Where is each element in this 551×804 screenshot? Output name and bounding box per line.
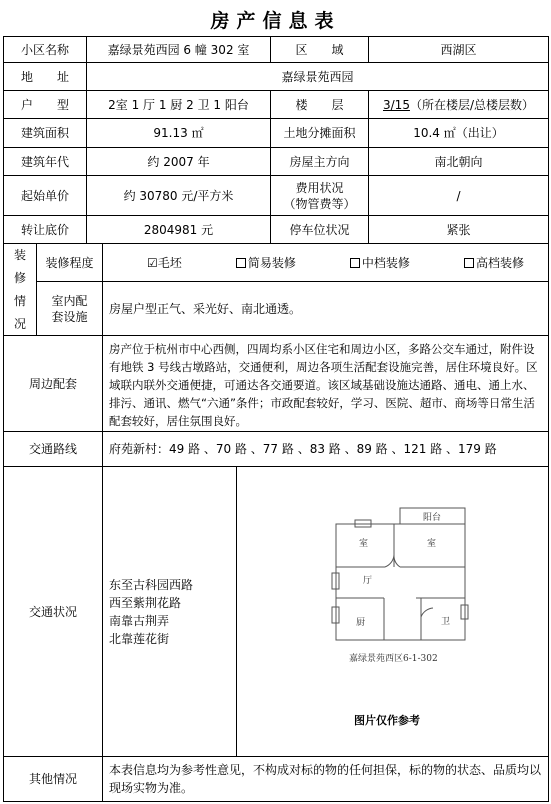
floorplan-balcony-label: 阳台: [423, 513, 442, 523]
value-fees: /: [369, 176, 549, 216]
value-facilities: 房屋户型正气、采光好、南北通透。: [103, 282, 549, 336]
label-building-year: 建筑年代: [3, 148, 87, 176]
value-district: 西湖区: [369, 36, 549, 63]
value-start-price: 约 30780 元/平方米: [87, 176, 271, 216]
value-surroundings: 房产位于杭州市中心西侧，四周均系小区住宅和周边小区，多路公交车通过，附件设有地铁 3 号线古墩路站，交通便利，周边各项生活配套设施完善，居住环境良好。区域联内联外交通便捷，可通达各交通要道。该区域基础设施达通路、通电、通上水、排污、通讯、燃气“六通”条件；市政配套较好，学习、医院、超市、商场等日常生活配套较好，居住氛围良好。: [103, 336, 549, 432]
value-floor: [369, 91, 549, 119]
option-simple[interactable]: [236, 255, 296, 271]
floor-number: 3/15: [383, 97, 410, 112]
label-layout: 户 型: [3, 91, 87, 119]
value-building-area: 91.13 ㎡: [87, 119, 271, 148]
value-address: 嘉绿景苑西园: [87, 63, 549, 91]
value-land-area: 10.4 ㎡（出让）: [369, 119, 549, 148]
option-luxury-label: 高档装修: [475, 255, 524, 270]
traffic-east: 东至古科园西路: [109, 577, 194, 592]
floorplan-room1-label: 室: [359, 539, 369, 549]
option-medium-label: 中档装修: [361, 255, 410, 270]
label-community-name: 小区名称: [3, 36, 87, 63]
label-building-area: 建筑面积: [3, 119, 87, 148]
floorplan-room2-label: 室: [427, 539, 437, 549]
label-transport-routes: 交通路线: [3, 432, 103, 467]
decoration-char-4: 况: [13, 316, 26, 331]
label-district: 区 域: [271, 36, 369, 63]
label-floor: 楼 层: [271, 91, 369, 119]
floorplan-kitchen-label: 厨: [356, 618, 366, 628]
option-luxury[interactable]: [464, 255, 524, 271]
value-layout: 2室 1 厅 1 厨 2 卫 1 阳台: [87, 91, 271, 119]
decoration-char-2: 修: [13, 270, 26, 285]
value-building-year: 约 2007 年: [87, 148, 271, 176]
label-reserve-price: 转让底价: [3, 216, 87, 244]
floor-note: （所在楼层/总楼层数）: [409, 97, 534, 112]
value-parking: 紧张: [369, 216, 549, 244]
label-surroundings: 周边配套: [3, 336, 103, 432]
page-title: 房产信息表: [210, 10, 341, 32]
floorplan-bath-label: 卫: [441, 617, 451, 627]
value-other: 本表信息均为参考性意见，不构成对标的物的任何担保，标的物的状态、品质均以现场实物为准。: [103, 757, 549, 802]
traffic-north: 北靠莲花街: [109, 631, 170, 646]
label-decoration-group: [3, 244, 37, 336]
value-reserve-price: 2804981 元: [87, 216, 271, 244]
label-decoration-level: 装修程度: [37, 244, 103, 282]
checkbox-icon: [464, 258, 474, 268]
label-traffic: 交通状况: [3, 467, 103, 757]
decoration-char-1: 装: [13, 247, 26, 262]
value-orientation: 南北朝向: [369, 148, 549, 176]
label-parking: 停车位状况: [271, 216, 369, 244]
label-fees: [271, 176, 369, 216]
checked-box-icon: ☑: [147, 255, 158, 270]
decoration-options: [103, 244, 549, 282]
label-start-price: 起始单价: [3, 176, 87, 216]
floorplan-caption: 嘉绿景苑西区6-1-302: [349, 654, 438, 664]
option-rough[interactable]: [147, 255, 182, 271]
value-traffic: [103, 467, 237, 757]
label-address: 地 址: [3, 63, 87, 91]
floorplan-cell: [237, 467, 549, 757]
label-facilities-line1: 室内配: [51, 293, 88, 308]
label-fees-line2: （物管费等）: [283, 196, 356, 211]
option-simple-label: 简易装修: [247, 255, 296, 270]
traffic-west: 西至紫荆花路: [109, 595, 182, 610]
label-land-area: 土地分摊面积: [271, 119, 369, 148]
traffic-south: 南靠古荆弄: [109, 613, 170, 628]
checkbox-icon: [350, 258, 360, 268]
floorplan-note: 图片仅作参考: [354, 714, 420, 727]
value-transport-routes: 府苑新村：49 路 、70 路 、77 路 、83 路 、89 路 、121 路 、179 路: [103, 432, 549, 467]
checkbox-icon: [236, 258, 246, 268]
decoration-char-3: 情: [13, 293, 26, 308]
value-community-name: 嘉绿景苑西园 6 幢 302 室: [87, 36, 271, 63]
floorplan-image: [237, 467, 549, 757]
label-facilities: [37, 282, 103, 336]
option-rough-label: 毛坯: [157, 255, 182, 270]
label-orientation: 房屋主方向: [271, 148, 369, 176]
label-fees-line1: 费用状况: [295, 180, 344, 195]
label-facilities-line2: 套设施: [51, 309, 88, 324]
option-medium[interactable]: [350, 255, 410, 271]
floorplan-hall-label: 厅: [363, 576, 373, 586]
label-other: 其他情况: [3, 757, 103, 802]
